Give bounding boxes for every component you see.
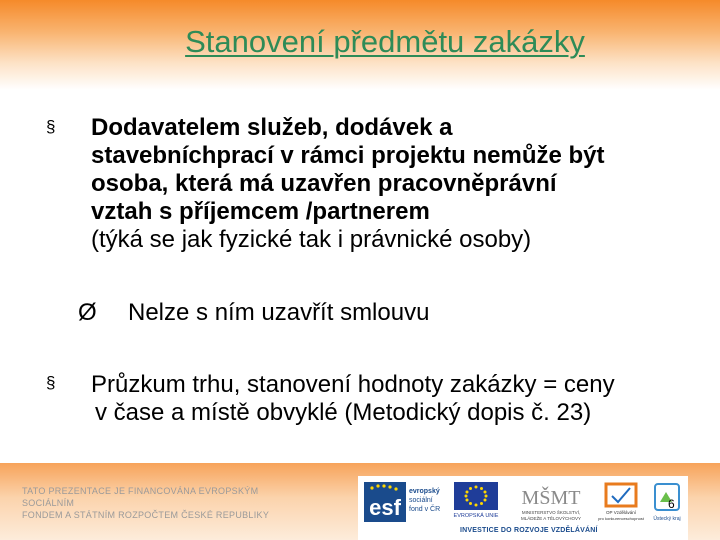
sub-bullet-arrow-icon: Ø [78, 299, 97, 326]
bullet-1-line: osoba, která má uzavřen pracovněprávní [91, 170, 557, 197]
footer-text-line: TATO PREZENTACE JE FINANCOVÁNA EVROPSKÝM SOCIÁLNÍM [22, 486, 259, 508]
bullet-2-line: Průzkum trhu, stanovení hodnoty zakázky = ceny [91, 371, 615, 398]
bullet-marker: § [46, 117, 56, 136]
msmt-logo [516, 482, 586, 524]
footer-funding-text [22, 485, 312, 521]
bullet-2-line: v čase a místě obvyklé (Metodický dopis č. 23) [95, 399, 592, 426]
op-vk-logo [598, 482, 644, 526]
eu-caption: EVROPSKÁ UNIE [453, 513, 499, 519]
bullet-2-text [91, 371, 615, 427]
esf-caption-line: sociální [409, 497, 433, 504]
bullet-1-text [91, 114, 605, 254]
sub-bullet-text: Nelze s ním uzavřít smlouvu [128, 299, 430, 326]
slide-title: Stanovení předmětu zakázky [185, 24, 585, 59]
page-number: 6 [668, 497, 675, 511]
invest-slogan: INVESTICE DO ROZVOJE VZDĚLÁVÁNÍ [460, 527, 598, 534]
esf-word: esf [369, 495, 401, 520]
ustecky-kraj-logo [650, 482, 684, 526]
op-caption-line: OP Vzdělávání [606, 510, 636, 515]
bullet-1-line: Dodavatelem služeb, dodávek a [91, 114, 453, 141]
kraj-caption: Ústecký kraj [653, 516, 681, 522]
esf-caption-line: evropský [409, 488, 440, 495]
msmt-caption-line: MLÁDEŽE A TĚLOVÝCHOVY [521, 516, 581, 521]
bullet-1-line: stavebníchprací v rámci projektu nemůže být [91, 142, 605, 169]
esf-caption-line: fond v ČR [409, 506, 441, 513]
msmt-word: MŠMT [521, 487, 581, 509]
eu-flag-logo [450, 482, 502, 520]
msmt-caption-line: MINISTERSTVO ŠKOLSTVÍ, [521, 510, 581, 515]
bullet-1-note: (týká se jak fyzické tak i právnické osoby) [91, 226, 532, 253]
esf-logo [364, 482, 446, 522]
footer-text-line: FONDEM A STÁTNÍM ROZPOČTEM ČESKÉ REPUBLIKY [22, 510, 270, 520]
bullet-1-line: vztah s příjemcem /partnerem [91, 198, 430, 225]
bullet-marker: § [46, 373, 56, 392]
op-caption-line: pro konkurenceschopnost [598, 516, 644, 521]
